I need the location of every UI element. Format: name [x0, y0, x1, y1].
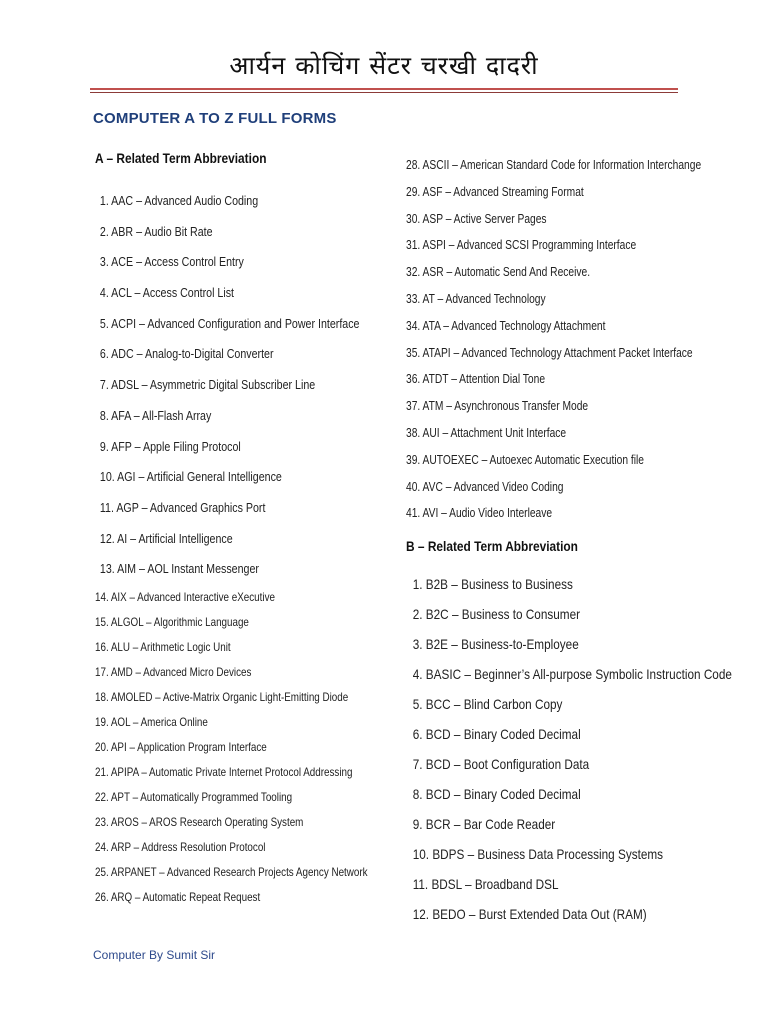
list-item: 16. ALU – Arithmetic Logic Unit [95, 639, 231, 654]
list-item: 7. BCD – Boot Configuration Data [412, 756, 590, 773]
list-item: 17. AMD – Advanced Micro Devices [95, 664, 252, 679]
list-item: 9. BCR – Bar Code Reader [412, 816, 556, 833]
section-a-heading: A – Related Term Abbreviation [95, 150, 267, 166]
list-item: 6. ADC – Analog-to-Digital Converter [99, 346, 274, 362]
list-item: 8. BCD – Binary Coded Decimal [412, 786, 581, 803]
section-b-heading: B – Related Term Abbreviation [406, 538, 578, 555]
list-item: 29. ASF – Advanced Streaming Format [406, 184, 584, 199]
list-item: 4. ACL – Access Control List [99, 285, 235, 301]
list-item: 5. ACPI – Advanced Configuration and Power Interface [99, 315, 360, 331]
list-item: 4. BASIC – Beginner’s All-purpose Symbolic Instruction Code [412, 666, 732, 683]
list-item: 15. ALGOL – Algorithmic Language [95, 614, 249, 629]
list-item: 23. AROS – AROS Research Operating System [95, 814, 304, 829]
list-item: 31. ASPI – Advanced SCSI Programming Interface [406, 238, 637, 253]
list-item: 6. BCD – Binary Coded Decimal [412, 726, 581, 743]
list-item: 10. AGI – Artificial General Intelligence [99, 469, 282, 485]
list-item: 14. AIX – Advanced Interactive eXecutive [95, 589, 275, 604]
list-item: 5. BCC – Blind Carbon Copy [412, 696, 563, 713]
list-item: 32. ASR – Automatic Send And Receive. [406, 265, 591, 280]
list-item: 8. AFA – All-Flash Array [99, 407, 212, 423]
list-item: 41. AVI – Audio Video Interleave [406, 506, 553, 521]
list-item: 22. APT – Automatically Programmed Tooling [95, 789, 293, 804]
list-item: 36. ATDT – Attention Dial Tone [406, 372, 546, 387]
list-item: 35. ATAPI – Advanced Technology Attachment Packet Interface [406, 345, 693, 360]
list-item: 3. ACE – Access Control Entry [99, 254, 244, 270]
footer-text: Computer By Sumit Sir [93, 948, 216, 962]
list-item: 30. ASP – Active Server Pages [406, 211, 547, 226]
section-a-list-1 [95, 186, 395, 585]
list-item: 10. BDPS – Business Data Processing Systems [412, 846, 664, 863]
header-rule-thin [90, 92, 678, 93]
list-item: 26. ARQ – Automatic Repeat Request [95, 889, 261, 904]
list-item: 21. APIPA – Automatic Private Internet Protocol Addressing [95, 764, 353, 779]
list-item: 7. ADSL – Asymmetric Digital Subscriber Line [99, 377, 316, 393]
list-item: 1. AAC – Advanced Audio Coding [99, 193, 259, 208]
list-item: 34. ATA – Advanced Technology Attachment [406, 318, 606, 333]
list-item: 39. AUTOEXEC – Autoexec Automatic Execution file [406, 452, 644, 467]
page-header-hindi: आर्यन कोचिंग सेंटर चरखी दादरी [229, 51, 539, 80]
list-item: 19. AOL – America Online [95, 714, 208, 729]
list-item: 28. ASCII – American Standard Code for Information Interchange [406, 158, 702, 172]
list-item: 24. ARP – Address Resolution Protocol [95, 839, 266, 854]
list-item: 40. AVC – Advanced Video Coding [406, 479, 564, 494]
list-item: 37. ATM – Asynchronous Transfer Mode [406, 399, 589, 414]
list-item: 3. B2E – Business-to-Employee [412, 636, 579, 653]
list-item: 1. B2B – Business to Business [412, 576, 573, 593]
page-title: COMPUTER A TO Z FULL FORMS [93, 110, 337, 127]
list-item: 13. AIM – AOL Instant Messenger [99, 561, 259, 577]
left-column [95, 148, 395, 910]
list-item: 38. AUI – Attachment Unit Interface [406, 425, 567, 440]
list-item: 12. AI – Artificial Intelligence [99, 530, 233, 546]
list-item: 2. B2C – Business to Consumer [412, 606, 581, 623]
header-rule [90, 88, 678, 90]
list-item: 11. BDSL – Broadband DSL [412, 876, 559, 893]
list-item: 12. BEDO – Burst Extended Data Out (RAM) [412, 906, 647, 923]
list-item: 9. AFP – Apple Filing Protocol [99, 438, 241, 454]
list-item: 18. AMOLED – Active-Matrix Organic Light-Emitting Diode [95, 689, 349, 704]
section-a-list-3 [406, 152, 736, 527]
section-a-list-2 [95, 585, 395, 910]
list-item: 20. API – Application Program Interface [95, 739, 267, 754]
list-item: 2. ABR – Audio Bit Rate [99, 223, 213, 239]
list-item: 25. ARPANET – Advanced Research Projects Agency Network [95, 864, 368, 879]
list-item: 33. AT – Advanced Technology [406, 291, 546, 306]
list-item: 11. AGP – Advanced Graphics Port [99, 499, 266, 515]
section-b-list [406, 569, 736, 929]
right-column [406, 152, 736, 929]
